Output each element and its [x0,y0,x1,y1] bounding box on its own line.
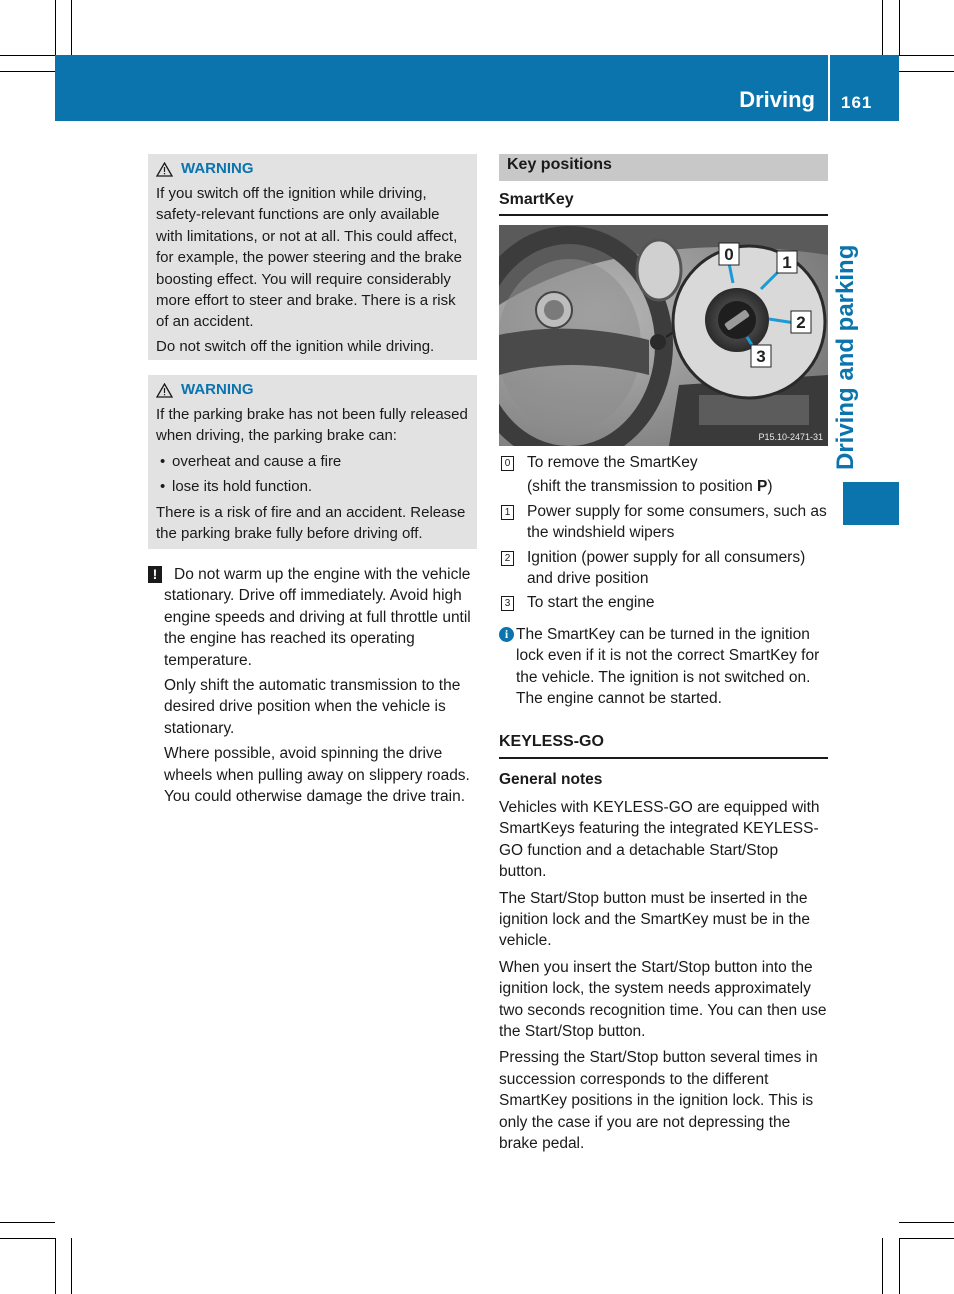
heading-rule [499,757,828,759]
keyless-go-text [499,797,829,1160]
crop-mark [71,0,72,55]
crop-mark [899,1222,954,1223]
section-heading-keyless-go: KEYLESS-GO [499,733,604,750]
list-item: • overheat and cause a fire [156,451,469,472]
exclamation-icon: ! [148,566,162,583]
warning-text: Do not switch off the ignition while driving. [156,337,435,355]
page-number: 161 [841,93,873,112]
position-number-badge: 2 [501,551,514,566]
callout-label: 0 [724,245,734,264]
crop-mark [882,0,883,55]
warning-text: If the parking brake has not been fully released when driving, the parking brake can: [156,406,468,445]
position-number-badge: 1 [501,505,514,520]
position-number-badge: 0 [501,456,514,471]
legend-text: To remove the SmartKey [527,454,698,471]
position-number-badge: 3 [501,596,514,611]
crop-mark [899,0,900,55]
legend-text: To start the engine [527,594,655,612]
info-text: The SmartKey can be turned in the ignition lock even if it is not the correct SmartKey for the vehicle. The ignition is not switched on. The engine cannot be started. [516,626,820,708]
callout-label: 1 [782,253,792,272]
legend-item [499,452,829,498]
page-header [55,55,899,121]
warning-text: If you switch off the ignition while driving, safety-relevant functions are only available with limitations, or not at all. This could affect, for example, the power steering and the brake boosting effect. You will require considerably more effort to steer and brake. There is a risk of an accident. [156,185,463,331]
crop-mark [899,1238,954,1239]
warning-box [148,154,477,360]
crop-mark [899,55,954,56]
warning-text: There is a risk of fire and an accident. Release the parking brake fully before driving off. [156,503,466,543]
warning-label: WARNING [181,160,254,178]
side-tab-marker [843,482,899,525]
info-icon: i [499,627,514,642]
figure-code: P15.10-2471-31 [758,432,823,442]
heading-rule [499,214,828,216]
dashboard-illustration [499,225,828,446]
warning-heading [156,158,469,180]
warning-triangle-icon [156,383,173,398]
legend-item [499,592,829,613]
section-heading: Key positions [499,154,828,181]
crop-mark [71,1238,72,1294]
crop-mark [0,1222,55,1223]
crop-mark [0,55,55,56]
callout-label: 2 [796,313,806,332]
crop-mark [0,71,55,72]
caution-note [148,564,478,811]
subsection-heading: SmartKey [499,191,574,208]
warning-heading [156,379,469,401]
crop-mark [899,1238,900,1294]
warning-box [148,375,477,549]
figure-legend [499,452,829,616]
caution-text: Only shift the automatic transmission to the desired drive position when the vehicle is stationary. [164,677,461,737]
list-item: • lose its hold function. [156,476,469,497]
header-divider [828,55,830,121]
paragraph: When you insert the Start/Stop button into the ignition lock, the system needs approximately two seconds recognition time. You can then use the Start/Stop button. [499,958,827,1041]
crop-mark [0,1238,55,1239]
legend-text: Ignition (power supply for all consumers) and drive position [527,548,806,588]
warning-list [156,451,469,498]
side-tab-label: Driving and parking [832,244,859,470]
info-note [499,624,829,710]
crop-mark [55,1238,56,1294]
caution-text: Where possible, avoid spinning the drive wheels when pulling away on slippery roads. You could otherwise damage the drive train. [164,745,470,806]
ignition-lock-figure [499,225,828,446]
legend-item [499,547,829,590]
crop-mark [899,71,954,72]
subsection-heading: General notes [499,771,603,788]
legend-text: (shift the transmission to position P) [527,478,773,496]
crop-mark [882,1238,883,1294]
chapter-title: Driving [739,87,815,112]
paragraph: The Start/Stop button must be inserted in the ignition lock and the SmartKey must be in the vehicle. [499,889,811,950]
warning-label: WARNING [181,381,254,399]
caution-text: Do not warm up the engine with the vehicle stationary. Drive off immediately. Avoid high engine speeds and driving at full throttle until the engine has reached its operating temperature. [164,566,471,669]
paragraph: Pressing the Start/Stop button several times in succession corresponds to the different SmartKey positions in the ignition lock. This is only the case if you are not depressing the brake pedal. [499,1049,818,1153]
callout-label: 3 [756,347,766,366]
warning-triangle-icon [156,162,173,177]
paragraph: Vehicles with KEYLESS-GO are equipped with SmartKeys featuring the integrated KEYLESS-GO function and a detachable Start/Stop button. [499,799,820,881]
legend-item [499,501,829,544]
crop-mark [55,0,56,55]
legend-text: Power supply for some consumers, such as the windshield wipers [527,502,827,542]
